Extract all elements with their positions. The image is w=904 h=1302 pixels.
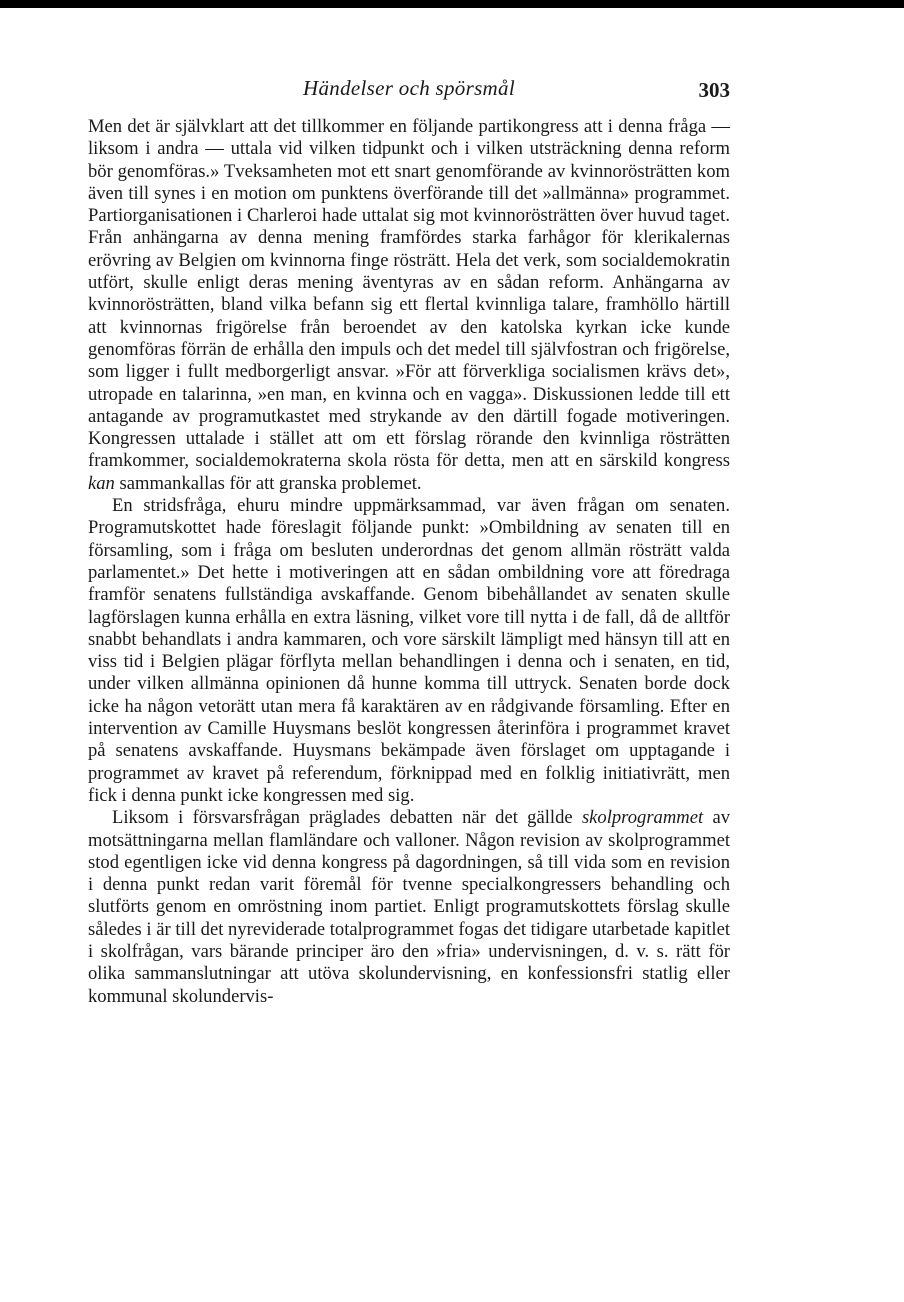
paragraph-2: En stridsfråga, ehuru mindre uppmärksammad, var även frågan om senaten. Programutskottet hade föreslagit följande punkt: »Ombildning av senaten till en församling, som i fråga om besluten underordnas det genom allmän rösträtt valda parlamentet.» Det hette i motiveringen att en sådan ombildning vore att föredraga framför senatens fullständiga avskaffande. Genom bibehållandet av senaten skulle lagförslagen kunna erhålla en extra läsning, vilket vore till nytta i de fall, då de alltför snabbt behandlats i andra kammaren, och vore särskilt lämpligt med hänsyn till att en viss tid i Belgien plägar förflyta mellan behandlingen i denna och i senaten, en tid, under vilken allmänna opinionen då hunne komma till uttryck. Senaten borde dock icke ha någon vetorätt utan mera få karaktären av en rådgivande församling. Efter en intervention av Camille Huysmans beslöt kongressen återinföra i programmet kravet på senatens avskaffande. Huysmans bekämpade även förslaget om upptagande i programmet av kravet på referendum, förknippad med en folklig initiativrätt, men fick i denna punkt icke kongressen med sig.: [88, 495, 730, 806]
paragraph-1-tail: sammankallas för att granska problemet.: [114, 472, 422, 494]
scan-top-edge: [0, 0, 904, 8]
paragraph-1-text: Men det är självklart att det tillkommer en följande partikongress att i denna fråga — liksom i andra — uttala vid vilken tidpunkt och i vilken utsträckning denna reform bör genomföras.» Tveksamheten mot ett snart genomförande av kvinnorösträtten kom även till synes i en motion om punktens överförande till det »allmänna» programmet. Partiorganisationen i Charleroi hade uttalat sig mot kvinnorösträtten över huvud taget. Från anhängarna av denna mening framfördes starka farhågor för klerikalernas erövring av Belgien om kvinnorna finge rösträtt. Hela det verk, som socialdemokratin utfört, skulle enligt deras mening äventyras av en sådan reform. Anhängarna av kvinnorösträtten, bland vilka befann sig ett flertal kvinnliga talare, framhöllo härtill att kvinnornas frigörelse från beroendet av den katolska kyrkan icke kunde genomföras förrän de erhålla den impuls och det medel till självfostran och frigörelse, som ligger i fullt medborgerligt ansvar. »För att förverkliga socialismen krävs det», utropade en talarinna, »en man, en kvinna och en vagga». Diskussionen ledde till ett antagande av programutkastet med strykande av den därtill fogade motiveringen. Kongressen uttalade i stället att om ett förslag rörande den kvinnliga rösträtten framkommer, socialdemokraterna skola rösta för detta, men att en särskild kongress: [88, 116, 730, 472]
paragraph-1: [88, 116, 730, 495]
book-page: [88, 76, 730, 1008]
paragraph-1-emphasis: kan: [88, 472, 115, 494]
page-number: 303: [698, 78, 730, 102]
paragraph-3-text: av motsättningarna mellan flamländare och valloner. Någon revision av skolprogrammet stod egentligen icke vid denna kongress på dagordningen, så till vida som en revision i denna punkt redan varit föremål för tvenne specialkongressers behandling och slutförts genom en omröstning inom partiet. Enligt programutskottets förslag skulle således i är till det nyreviderade totalprogrammet fogas det tidigare utarbetade kapitlet i skolfrågan, vars bärande principer äro den »fria» undervisningen, d. v. s. rätt för olika sammanslutningar att utöva skolundervisning, en konfessionsfri statlig eller kommunal skolundervis-: [88, 807, 730, 1007]
paragraph-3-head: Liksom i försvarsfrågan präglades debatten när det gällde: [112, 807, 582, 829]
running-title: Händelser och spörsmål: [303, 76, 515, 100]
paragraph-3: [88, 807, 730, 1008]
page-header: [88, 76, 730, 116]
body-text: [88, 116, 730, 1008]
paragraph-3-emphasis: skolprogrammet: [581, 807, 704, 829]
